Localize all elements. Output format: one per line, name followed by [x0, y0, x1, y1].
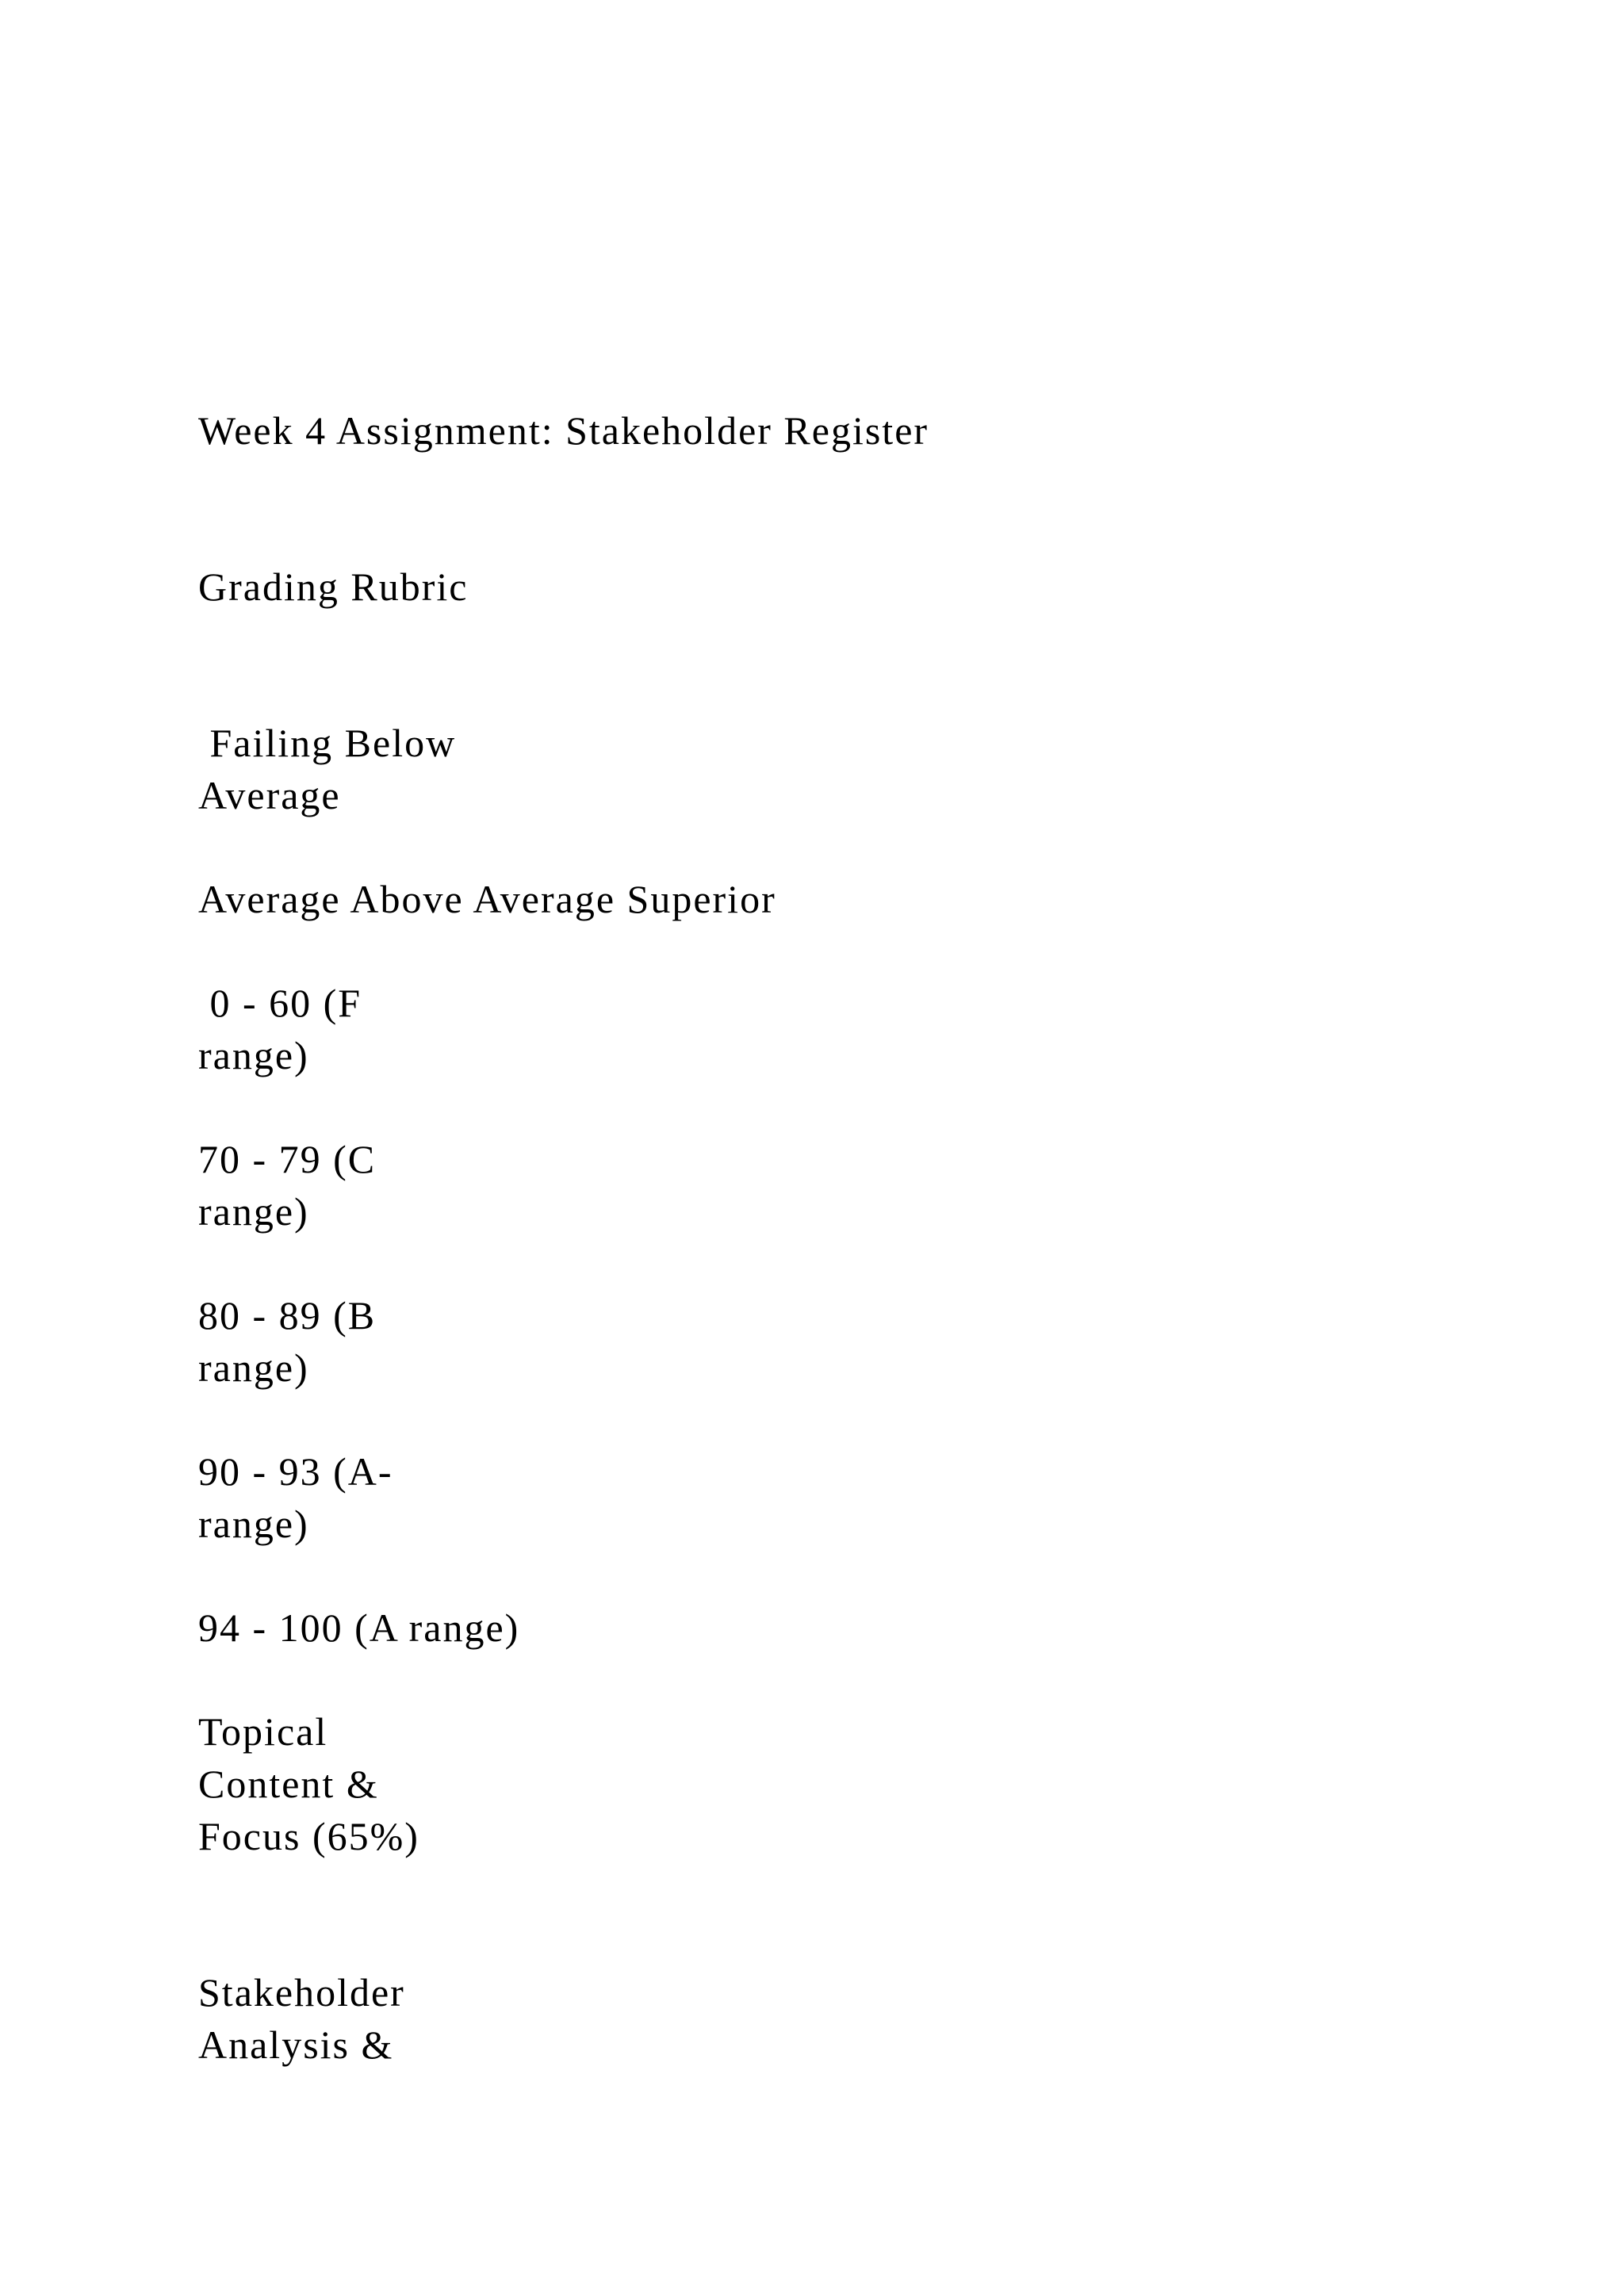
- score-range-a-line-1: 94 - 100 (A range): [198, 1605, 520, 1650]
- score-range-f-line-1: 0 - 60 (F: [198, 981, 362, 1025]
- rubric-header-line-3: Average Above Average Superior: [198, 877, 776, 921]
- score-range-a-minus-line-1: 90 - 93 (A-: [198, 1449, 393, 1494]
- score-range-b-line-2: range): [198, 1345, 309, 1390]
- rubric-header-line-2: Average: [198, 773, 341, 817]
- rubric-heading: Grading Rubric: [198, 564, 469, 609]
- score-range-c-line-2: range): [198, 1189, 309, 1234]
- rubric-header-line-1: Failing Below: [198, 721, 457, 765]
- score-range-f-line-2: range): [198, 1033, 309, 1077]
- criterion-topical-line-3: Focus (65%): [198, 1814, 419, 1858]
- criterion-topical-line-1: Topical: [198, 1709, 328, 1754]
- document-title: Week 4 Assignment: Stakeholder Register: [198, 408, 929, 453]
- criterion-stakeholder-line-1: Stakeholder: [198, 1970, 405, 2015]
- criterion-stakeholder-line-2: Analysis &: [198, 2022, 394, 2067]
- score-range-c-line-1: 70 - 79 (C: [198, 1137, 377, 1181]
- score-range-b-line-1: 80 - 89 (B: [198, 1293, 377, 1337]
- criterion-topical-line-2: Content &: [198, 1762, 379, 1806]
- score-range-a-minus-line-2: range): [198, 1502, 309, 1546]
